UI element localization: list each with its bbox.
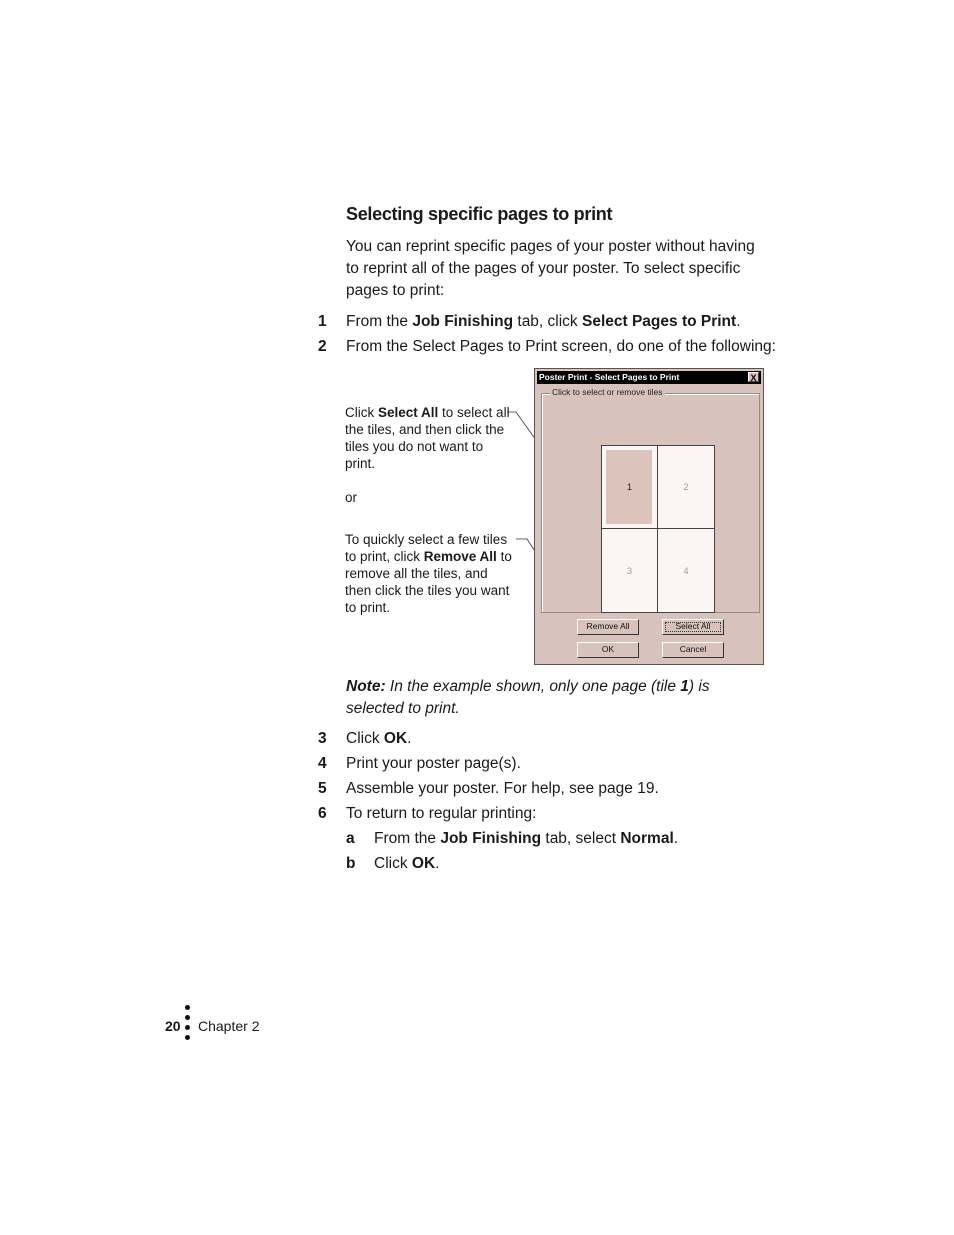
step-text: Assemble your poster. For help, see page 19. bbox=[346, 780, 659, 797]
substep-letter: b bbox=[346, 855, 356, 872]
step-text: Click OK. bbox=[346, 730, 412, 747]
step-number: 4 bbox=[318, 755, 327, 772]
dialog-title: Poster Print - Select Pages to Print bbox=[539, 372, 680, 382]
step-text: Print your poster page(s). bbox=[346, 755, 521, 772]
step-number: 6 bbox=[318, 805, 327, 822]
remove-all-button[interactable]: Remove All bbox=[577, 619, 639, 635]
substep-text: Click OK. bbox=[374, 855, 440, 872]
step-text: From the Select Pages to Print screen, do one of the following: bbox=[346, 338, 776, 355]
step-number: 5 bbox=[318, 780, 327, 797]
callout-remove-all: To quickly select a few tiles to print, click Remove All to remove all the tiles, and then click the tiles you want to print. bbox=[345, 532, 512, 615]
ok-button[interactable]: OK bbox=[577, 642, 639, 658]
tile-2[interactable]: 2 bbox=[658, 446, 714, 529]
substep-text: From the Job Finishing tab, select Normal. bbox=[374, 830, 679, 847]
select-all-button[interactable]: Select All bbox=[662, 619, 724, 635]
poster-print-dialog bbox=[534, 368, 764, 665]
callout-select-all: Click Select All to select all the tiles, and then click the tiles you do not want to print. bbox=[345, 405, 510, 471]
step-text: To return to regular printing: bbox=[346, 805, 537, 822]
tile-grid bbox=[601, 445, 715, 613]
chapter-label: Chapter 2 bbox=[198, 1018, 260, 1034]
note-paragraph: Note: In the example shown, only one page (tile 1) is selected to print. bbox=[346, 678, 710, 717]
step-number: 2 bbox=[318, 338, 327, 355]
cancel-button[interactable]: Cancel bbox=[662, 642, 724, 658]
close-button[interactable]: X bbox=[748, 372, 759, 382]
section-heading: Selecting specific pages to print bbox=[346, 204, 613, 224]
dots-divider-icon bbox=[185, 1005, 191, 1045]
tile-3[interactable]: 3 bbox=[602, 529, 658, 612]
intro-paragraph: You can reprint specific pages of your poster without having to reprint all of the pages of your poster. To select specific pages to print: bbox=[346, 238, 755, 299]
tile-4[interactable]: 4 bbox=[683, 565, 689, 576]
step-number: 3 bbox=[318, 730, 327, 747]
substep-letter: a bbox=[346, 830, 355, 847]
tile-group-box bbox=[541, 387, 760, 613]
group-label: Click to select or remove tiles bbox=[552, 387, 663, 397]
page-number: 20 bbox=[165, 1018, 181, 1034]
step-text: From the Job Finishing tab, click Select Pages to Print. bbox=[346, 313, 741, 330]
dialog-titlebar bbox=[537, 371, 761, 384]
callout-or: or bbox=[345, 490, 358, 505]
step-number: 1 bbox=[318, 313, 327, 330]
tile-1[interactable]: 1 bbox=[602, 446, 658, 529]
